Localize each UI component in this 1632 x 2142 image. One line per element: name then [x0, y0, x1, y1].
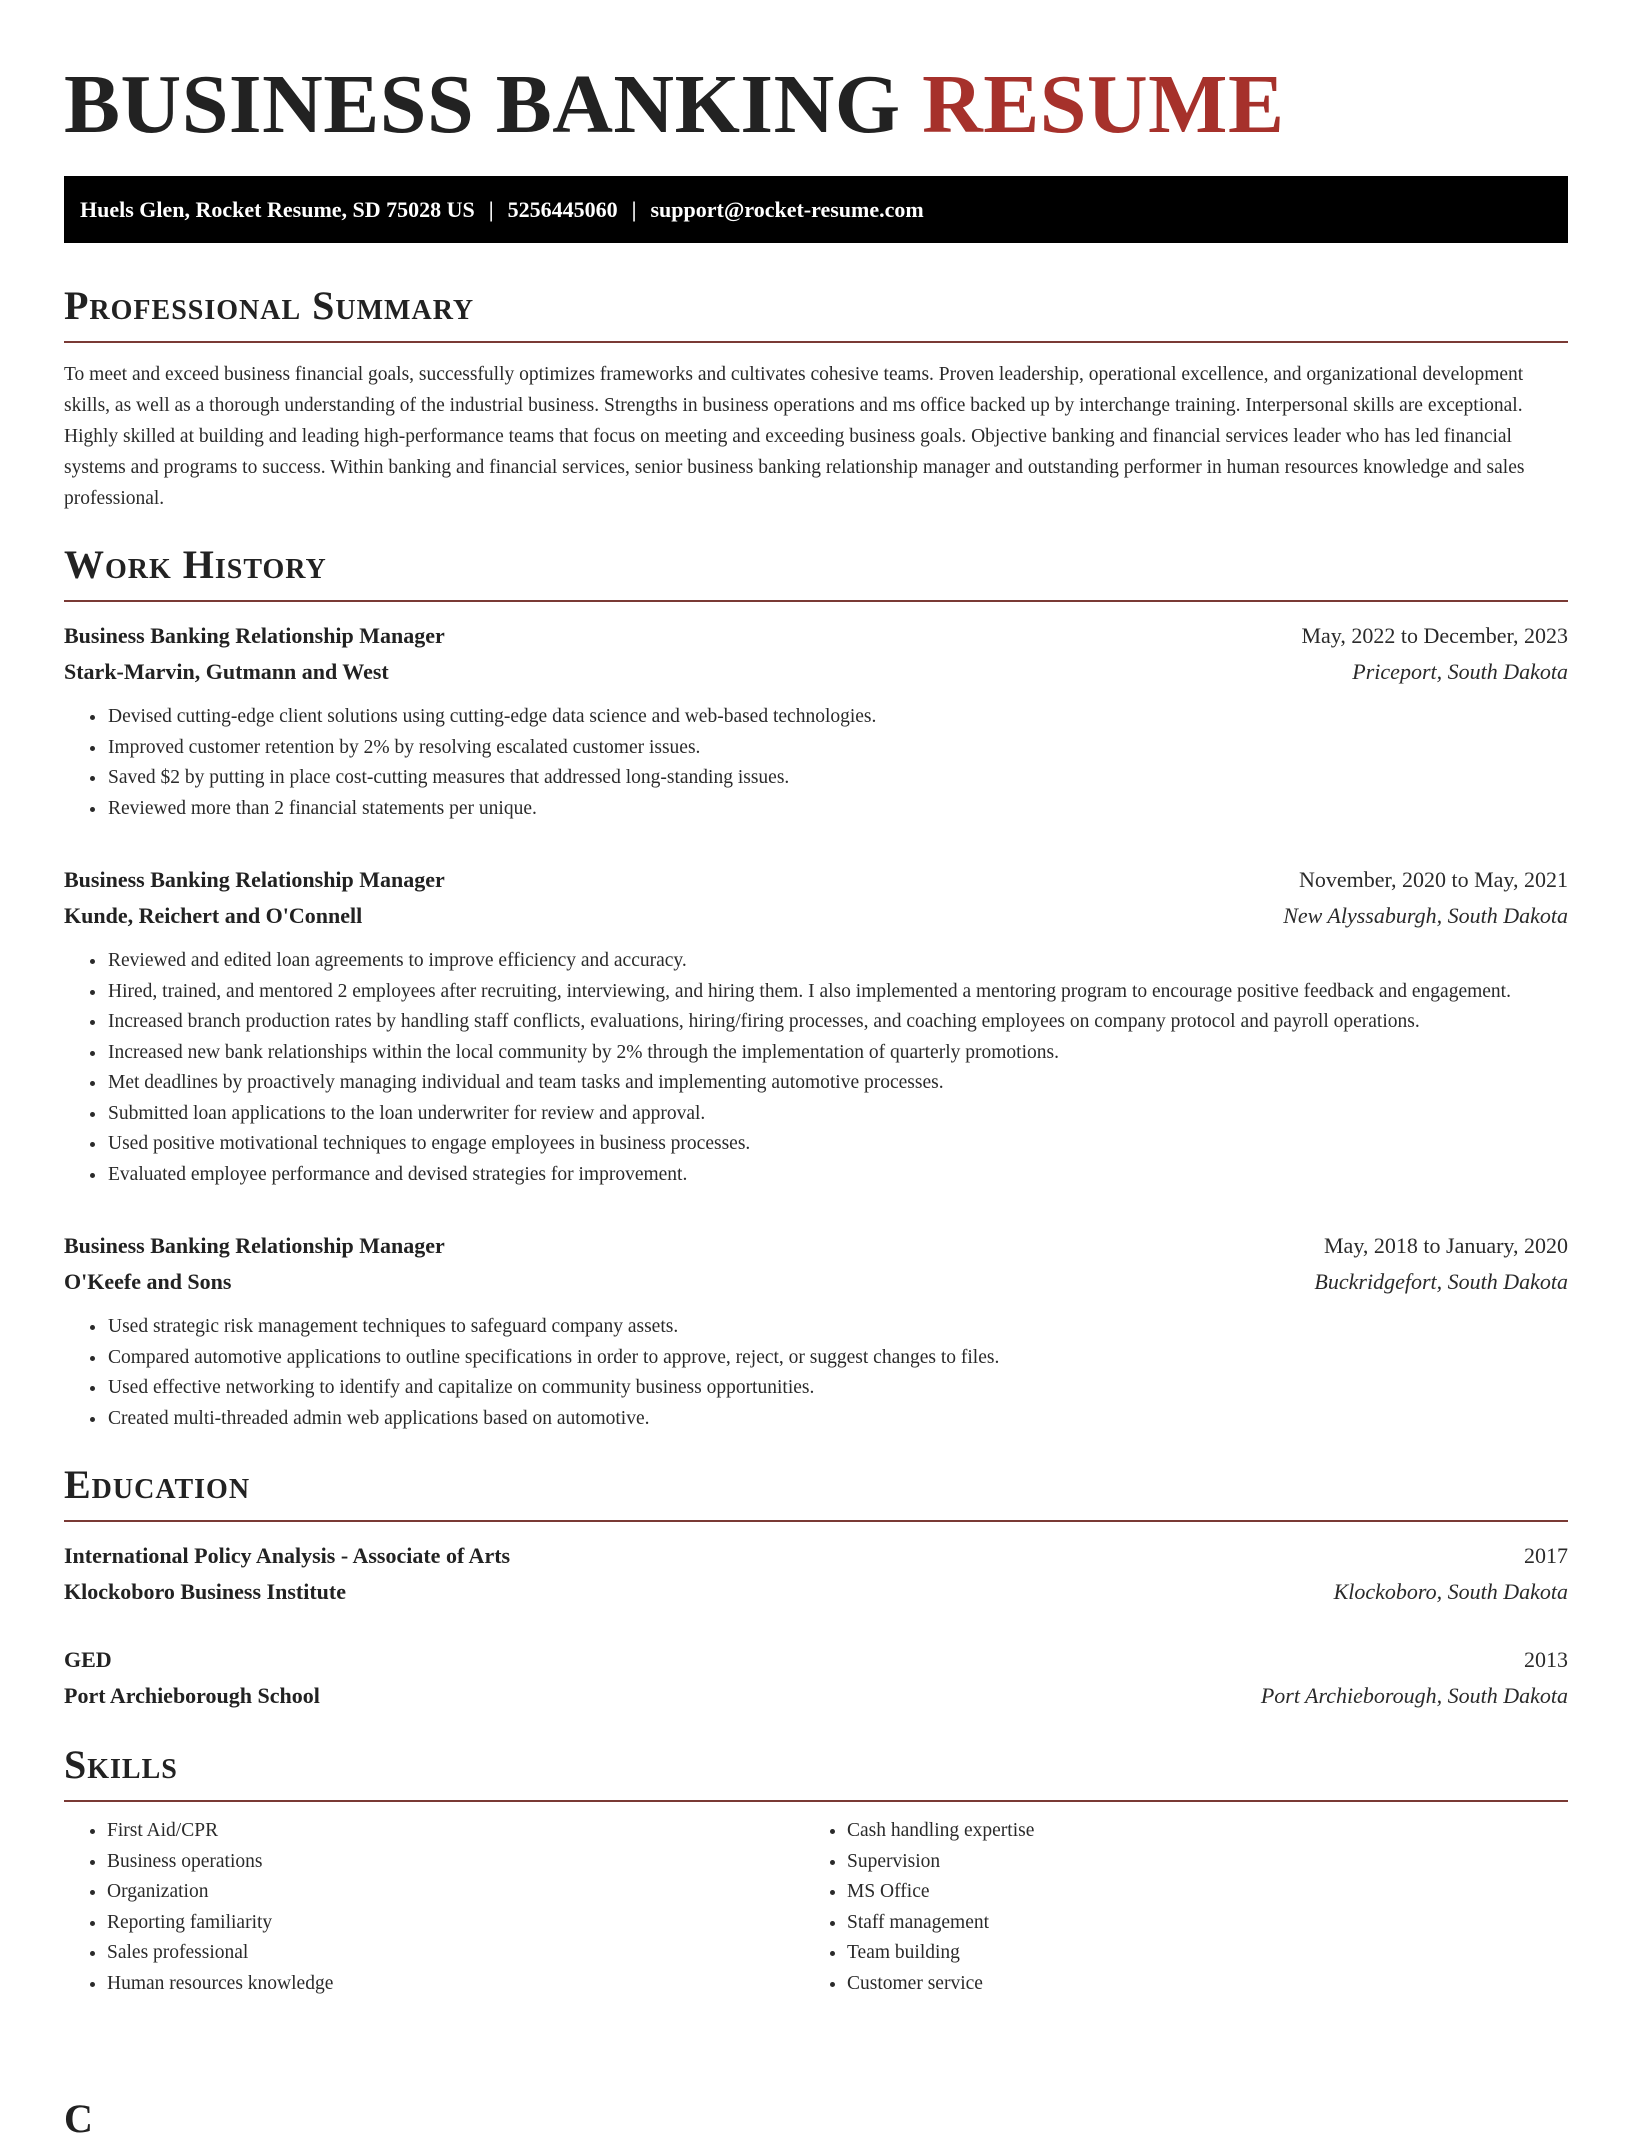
job-dates: November, 2020 to May, 2021	[1299, 867, 1568, 892]
job-location: Buckridgefort, South Dakota	[1314, 1269, 1568, 1294]
graduation-year: 2013	[1524, 1647, 1568, 1672]
list-item: • Reporting familiarity	[107, 1908, 804, 1939]
job-bullets	[64, 702, 1568, 824]
section-heading: Professional Summary	[64, 283, 1568, 343]
company-name: O'Keefe and Sons	[64, 1269, 232, 1294]
resume-title	[64, 56, 1568, 154]
list-item: • MS Office	[847, 1877, 1544, 1908]
company-name: Stark-Marvin, Gutmann and West	[64, 659, 389, 684]
school-location: Klockoboro, South Dakota	[1333, 1579, 1568, 1604]
list-item: • Organization	[107, 1877, 804, 1908]
list-item: • Team building	[847, 1938, 1544, 1969]
degree-name: GED	[64, 1647, 112, 1672]
section-heading: Work History	[64, 542, 1568, 602]
list-item: • Used effective networking to identify and capitalize on community business opportunities.	[107, 1373, 1568, 1404]
list-item: • Staff management	[847, 1908, 1544, 1939]
list-item: • Increased new bank relationships within the local community by 2% through the implementation of quarterly promotions.	[107, 1038, 1568, 1069]
skills-section	[64, 1742, 1568, 1999]
list-item: • Sales professional	[107, 1938, 804, 1969]
job-entry	[64, 862, 1568, 1190]
job-title: Business Banking Relationship Manager	[64, 1233, 445, 1258]
list-item: • Hired, trained, and mentored 2 employees after recruiting, interviewing, and hiring them. I also implemented a mentoring program to encourage positive feedback and engagement.	[107, 977, 1568, 1008]
job-dates: May, 2022 to December, 2023	[1301, 623, 1568, 648]
list-item: • Human resources knowledge	[107, 1969, 804, 2000]
list-item: • Increased branch production rates by handling staff conflicts, evaluations, hiring/firing processes, and coaching employees on company protocol and payroll operations.	[107, 1007, 1568, 1038]
list-item: • Business operations	[107, 1847, 804, 1878]
list-item: • Used strategic risk management techniques to safeguard company assets.	[107, 1312, 1568, 1343]
contact-email: support@rocket-resume.com	[650, 197, 924, 222]
education-entry	[64, 1642, 1568, 1714]
list-item: • Submitted loan applications to the loan underwriter for review and approval.	[107, 1099, 1568, 1130]
school-name: Klockoboro Business Institute	[64, 1579, 346, 1604]
job-title: Business Banking Relationship Manager	[64, 623, 445, 648]
list-item: • Met deadlines by proactively managing individual and team tasks and implementing automotive processes.	[107, 1068, 1568, 1099]
contact-address: Huels Glen, Rocket Resume, SD 75028 US	[80, 197, 475, 222]
school-name: Port Archieborough School	[64, 1683, 320, 1708]
list-item: • Evaluated employee performance and devised strategies for improvement.	[107, 1160, 1568, 1191]
section-heading: Education	[64, 1462, 1568, 1522]
contact-separator: |	[631, 197, 637, 222]
list-item: • Supervision	[847, 1847, 1544, 1878]
job-location: New Alyssaburgh, South Dakota	[1283, 903, 1568, 928]
title-main: BUSINESS BANKING	[64, 58, 901, 151]
list-item: • Saved $2 by putting in place cost-cutting measures that addressed long-standing issues.	[107, 763, 1568, 794]
list-item: • Created multi-threaded admin web applications based on automotive.	[107, 1404, 1568, 1435]
job-bullets	[64, 1312, 1568, 1434]
next-section-heading-partial: C	[64, 2096, 93, 2141]
work-history-section	[64, 542, 1568, 1434]
list-item: • Devised cutting-edge client solutions using cutting-edge data science and web-based technologies.	[107, 702, 1568, 733]
job-title: Business Banking Relationship Manager	[64, 867, 445, 892]
job-location: Priceport, South Dakota	[1352, 659, 1568, 684]
job-bullets	[64, 946, 1568, 1190]
list-item: • Compared automotive applications to outline specifications in order to approve, reject, or suggest changes to files.	[107, 1343, 1568, 1374]
skills-column-left	[64, 1816, 804, 1999]
skills-grid	[64, 1816, 1568, 1999]
summary-section	[64, 283, 1568, 514]
job-entry	[64, 1228, 1568, 1434]
list-item: • Improved customer retention by 2% by resolving escalated customer issues.	[107, 733, 1568, 764]
list-item: • Used positive motivational techniques to engage employees in business processes.	[107, 1129, 1568, 1160]
list-item: • First Aid/CPR	[107, 1816, 804, 1847]
list-item: • Cash handling expertise	[847, 1816, 1544, 1847]
school-location: Port Archieborough, South Dakota	[1260, 1683, 1568, 1708]
job-dates: May, 2018 to January, 2020	[1324, 1233, 1568, 1258]
section-heading: Skills	[64, 1742, 1568, 1802]
job-entry	[64, 618, 1568, 824]
graduation-year: 2017	[1524, 1543, 1568, 1568]
company-name: Kunde, Reichert and O'Connell	[64, 903, 363, 928]
education-entry	[64, 1538, 1568, 1610]
list-item: • Reviewed and edited loan agreements to improve efficiency and accuracy.	[107, 946, 1568, 977]
contact-separator: |	[488, 197, 494, 222]
contact-bar	[64, 176, 1568, 243]
education-section	[64, 1462, 1568, 1714]
contact-phone: 5256445060	[507, 197, 618, 222]
list-item: • Customer service	[847, 1969, 1544, 2000]
summary-text: To meet and exceed business financial goals, successfully optimizes frameworks and cultivates cohesive teams. Proven leadership, operational excellence, and organizational development skills, as well as a thorough understanding of the industrial business. Strengths in business operations and ms office backed up by interchange training. Interpersonal skills are exceptional. Highly skilled at building and leading high-performance teams that focus on meeting and exceeding business goals. Objective banking and financial services leader who has led financial systems and programs to success. Within banking and financial services, senior business banking relationship manager and outstanding performer in human resources knowledge and sales professional.	[64, 364, 1525, 509]
resume-page	[64, 0, 1568, 1999]
title-accent: RESUME	[922, 58, 1285, 151]
list-item: • Reviewed more than 2 financial statements per unique.	[107, 794, 1568, 825]
degree-name: International Policy Analysis - Associate of Arts	[64, 1543, 511, 1568]
skills-column-right	[804, 1816, 1544, 1999]
